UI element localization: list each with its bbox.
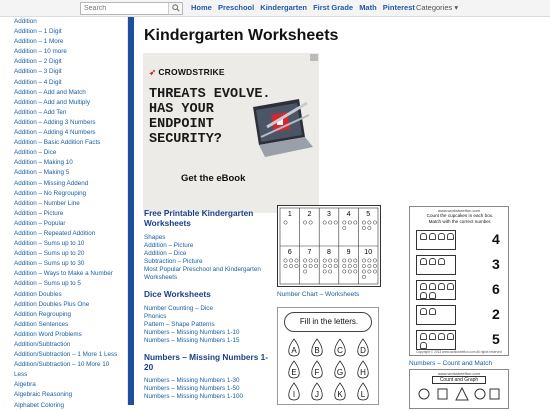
sidebar-category-list [0, 17, 127, 411]
counting-shape [368, 264, 371, 267]
sidebar-item[interactable]: Addition – 2 Digit [14, 58, 62, 66]
counting-shape [348, 264, 351, 267]
counting-shape [309, 264, 312, 267]
count-graph-title: Count and Graph [432, 376, 486, 384]
number-chart-digit: 3 [327, 211, 331, 218]
counting-shape [295, 264, 298, 267]
number-chart-digit: 1 [287, 211, 292, 218]
ad-choices-icon[interactable] [310, 54, 318, 61]
sidebar-item[interactable]: Addition – Dice [14, 149, 57, 157]
match-number: 6 [492, 281, 500, 297]
search-button[interactable] [168, 3, 182, 14]
number-chart-grid [280, 208, 378, 284]
ad-cta-button[interactable]: Get the eBook [181, 173, 246, 184]
sidebar-item[interactable]: Addition – No Regrouping [14, 189, 87, 197]
counting-shape [373, 259, 376, 262]
number-chart-digit: 9 [346, 249, 351, 256]
nav-pinterest[interactable]: Pinterest [382, 3, 415, 12]
counting-shape [354, 221, 357, 224]
counting-shape [309, 221, 312, 224]
counting-shape [323, 264, 326, 267]
link-phonics[interactable]: Phonics [144, 313, 167, 320]
sidebar-item[interactable]: Addition – Add Ten [14, 108, 67, 116]
cupcake-icon [429, 258, 436, 265]
cupcake-icon [447, 333, 454, 340]
counting-shape [354, 259, 357, 262]
section-missing-numbers [144, 352, 276, 401]
counting-shape [323, 259, 326, 262]
sidebar-item[interactable]: Addition – 4 Digit [14, 78, 62, 86]
counting-shape [368, 226, 371, 229]
counting-shape [323, 221, 326, 224]
cupcake-icon [420, 283, 427, 290]
sidebar-item[interactable]: Addition – 1 Digit [14, 28, 62, 36]
count-match-row [414, 279, 508, 301]
section-dice [144, 289, 276, 345]
counting-shape [295, 259, 298, 262]
sidebar-item[interactable]: Addition – Basic Addition Facts [14, 139, 101, 147]
letter-drops-svg [284, 338, 374, 404]
search-input[interactable] [81, 3, 168, 14]
number-chart-digit: 2 [307, 211, 312, 218]
cupcake-box [416, 280, 456, 300]
main-content [134, 17, 550, 405]
sidebar-item[interactable]: Addition – 3 Digit [14, 68, 62, 76]
fill-letters-title: Fill in the letters. [299, 317, 359, 326]
sidebar-item[interactable]: Addition – Making 5 [14, 169, 70, 177]
letter-drops [284, 338, 374, 404]
counting-shape [303, 270, 306, 273]
sidebar-item[interactable]: Addition – Sums up to 10 [14, 240, 85, 248]
advertisement[interactable] [143, 53, 319, 213]
link-missing-1-15[interactable]: Numbers – Missing Numbers 1-15 [144, 337, 240, 344]
count-match-caption[interactable]: Numbers – Count and Match [409, 360, 493, 367]
count-graph-thumbnail[interactable] [409, 369, 509, 409]
counting-shape [368, 270, 371, 273]
link-number-counting-dice[interactable]: Number Counting – Dice [144, 305, 213, 312]
counting-shape [343, 270, 346, 273]
sidebar-item[interactable]: Addition – Missing Addend [14, 179, 89, 187]
cupcake-icon [438, 333, 445, 340]
drop-letter: H [360, 368, 366, 377]
sidebar-item[interactable]: Addition – Adding 3 Numbers [14, 118, 96, 126]
counting-shape [368, 259, 371, 262]
search-box [80, 2, 183, 15]
counting-shape [303, 264, 306, 267]
counting-shape [362, 226, 365, 229]
counting-shape [329, 264, 332, 267]
cupcake-box [416, 305, 456, 325]
cupcake-icon [429, 233, 436, 240]
nav-preschool[interactable]: Preschool [217, 3, 255, 12]
cupcake-icon [420, 333, 427, 340]
sidebar-item[interactable]: Addition – Repeated Addition [14, 229, 96, 237]
count-match-instructions: Count the cupcakes in each box. Match with the correct number. [426, 213, 494, 224]
counting-shape [348, 221, 351, 224]
counting-shape [289, 259, 292, 262]
counting-shape [329, 221, 332, 224]
counting-shape [314, 264, 317, 267]
link-missing-1-100[interactable]: Numbers – Missing Numbers 1-100 [144, 393, 244, 400]
sidebar-item[interactable]: Addition – Add and Multiply [14, 98, 90, 106]
counting-shape [323, 270, 326, 273]
link-most-popular[interactable]: Most Popular Preschool and Kindergarten Worksheets [144, 266, 261, 281]
counting-shape [284, 221, 287, 224]
counting-shape [362, 275, 365, 278]
count-match-row [414, 329, 508, 351]
link-missing-1-30[interactable]: Numbers – Missing Numbers 1-30 [144, 377, 240, 384]
link-subtraction-picture[interactable]: Subtraction – Picture [144, 258, 203, 265]
cupcake-icon [438, 283, 445, 290]
ad-brand-logo [149, 67, 225, 78]
counting-shape [362, 264, 365, 267]
page-title: Kindergarten Worksheets [144, 27, 339, 44]
link-shapes[interactable]: Shapes [144, 234, 166, 241]
sidebar-item[interactable]: Algebraic Reasoning [14, 391, 73, 399]
sidebar-item[interactable]: Addition – Sums up to 30 [14, 260, 85, 268]
counting-shape [334, 264, 337, 267]
counting-shape [284, 259, 287, 262]
sidebar-item[interactable]: Addition Sentences [14, 320, 69, 328]
counting-shape [343, 226, 346, 229]
count-match-site: www.worksheetfun.com [437, 208, 480, 213]
cupcake-box [416, 330, 456, 350]
counting-shape [314, 259, 317, 262]
counting-shape [362, 259, 365, 262]
nav-home[interactable]: Home [191, 3, 212, 12]
number-chart-digit: 4 [346, 211, 351, 218]
counting-shape [309, 259, 312, 262]
cupcake-icon [429, 333, 436, 340]
counting-shape [334, 259, 337, 262]
cupcake-icon [429, 292, 436, 299]
cupcake-icon [438, 258, 445, 265]
counting-shape [368, 221, 371, 224]
ad-headline: THREATS EVOLVE. HAS YOUR ENDPOINT SECURITY? [149, 87, 271, 147]
section-heading[interactable]: Numbers – Missing Numbers 1-20 [144, 352, 269, 372]
drop-letter: B [314, 346, 320, 355]
number-chart-digit: 6 [287, 249, 292, 256]
section-free-printable [144, 208, 276, 282]
drop-letter: I [292, 390, 296, 399]
counting-shape [373, 270, 376, 273]
cupcake-icon [429, 283, 436, 290]
sidebar [0, 17, 128, 409]
number-chart-digit: 7 [307, 249, 312, 256]
section-heading[interactable]: Free Printable Kindergarten Worksheets [144, 208, 254, 228]
sidebar-item[interactable]: Addition – Sums up to 5 [14, 280, 81, 288]
count-match-rows [414, 229, 508, 351]
link-missing-1-10[interactable]: Numbers – Missing Numbers 1-10 [144, 329, 240, 336]
number-chart-digit: 10 [364, 249, 373, 256]
drop-letter: L [360, 390, 366, 399]
sidebar-item[interactable]: Addition – Ways to Make a Number [14, 270, 113, 278]
counting-shape [289, 264, 292, 267]
sidebar-item[interactable]: Addition Doubles [14, 290, 62, 298]
sidebar-item[interactable]: Addition Word Problems [14, 330, 82, 338]
counting-shape [284, 264, 287, 267]
cupcake-icon [438, 233, 445, 240]
drop-letter: E [291, 368, 297, 377]
sidebar-item[interactable]: Addition – Sums up to 20 [14, 250, 85, 258]
cupcake-icon [447, 283, 454, 290]
cupcake-box [416, 255, 456, 275]
number-chart-digit: 5 [366, 211, 371, 218]
counting-shape [373, 264, 376, 267]
sidebar-item[interactable]: Addition – Number Line [14, 199, 80, 207]
drop-letter: C [337, 346, 343, 355]
count-match-footer: Copyright © 2013 www.worksheetfun.com All rights reserved [416, 350, 502, 354]
counting-shape [329, 259, 332, 262]
sidebar-item[interactable]: Addition – Picture [14, 209, 64, 217]
count-graph-site: www.worksheetfun.com [437, 371, 480, 376]
count-match-row [414, 229, 508, 251]
count-match-row [414, 304, 508, 326]
laptop-icon [247, 97, 315, 167]
drop-letter: K [337, 390, 343, 399]
cupcake-icon [420, 258, 427, 265]
sidebar-item[interactable]: Addition Doubles Plus One [14, 300, 90, 308]
counting-shape [303, 259, 306, 262]
number-chart-svg [280, 208, 378, 284]
sidebar-item[interactable]: Addition [14, 18, 37, 25]
cupcake-icon [429, 308, 436, 315]
link-addition-picture[interactable]: Addition – Picture [144, 242, 194, 249]
drop-letter: G [336, 368, 344, 377]
cupcake-icon [447, 233, 454, 240]
sidebar-item[interactable]: Addition/Subtraction – 1 More 1 Less [14, 351, 118, 359]
sidebar-item[interactable]: Addition/Subtraction – 10 More 10 [14, 361, 110, 369]
link-addition-dice[interactable]: Addition – Dice [144, 250, 187, 257]
sidebar-item[interactable]: Addition – 1 More [14, 38, 64, 46]
categories-dropdown[interactable]: Categories ▾ [416, 3, 459, 12]
sidebar-item[interactable]: Addition – Making 10 [14, 159, 73, 167]
counting-shape [373, 221, 376, 224]
drop-letter: F [314, 368, 320, 377]
ad-brand-text: CROWDSTRIKE [158, 67, 225, 77]
counting-shape [334, 221, 337, 224]
fill-letters-thumbnail[interactable] [277, 307, 379, 405]
sidebar-item[interactable]: Addition/Subtraction [14, 341, 71, 348]
number-chart-caption[interactable]: Number Chart – Worksheets [277, 291, 360, 298]
counting-shape [343, 259, 346, 262]
counting-shape [329, 270, 332, 273]
sidebar-item[interactable]: Addition – Popular [14, 219, 66, 227]
match-number: 3 [492, 256, 500, 272]
counting-shape [354, 264, 357, 267]
link-sections [144, 208, 276, 408]
counting-shape [348, 270, 351, 273]
counting-shape [354, 270, 357, 273]
count-match-thumbnail[interactable] [409, 206, 509, 356]
count-graph-pictures [410, 386, 508, 408]
cupcake-icon [420, 233, 427, 240]
cupcake-icon [420, 342, 427, 349]
link-shape-patterns[interactable]: Pattern – Shape Patterns [144, 321, 215, 328]
sidebar-item[interactable]: Addition – Add and Match [14, 88, 86, 96]
sidebar-item[interactable]: Addition – Adding 4 Numbers [14, 129, 96, 137]
sidebar-item[interactable]: Addition Regrouping [14, 310, 72, 318]
link-missing-1-50[interactable]: Numbers – Missing Numbers 1-50 [144, 385, 240, 392]
falcon-icon: ➶ [149, 67, 157, 77]
search-icon [172, 4, 180, 12]
cupcake-icon [420, 308, 427, 315]
count-match-row [414, 254, 508, 276]
fill-letters-title-bubble [284, 312, 372, 332]
match-number: 4 [492, 231, 500, 247]
counting-shape [348, 259, 351, 262]
cupcake-icon [420, 292, 427, 299]
nav-kindergarten[interactable]: Kindergarten [260, 3, 307, 12]
nav-first-grade[interactable]: First Grade [313, 3, 354, 12]
counting-shape [343, 221, 346, 224]
counting-shape [362, 270, 365, 273]
number-chart-thumbnail[interactable] [277, 205, 381, 287]
sidebar-item[interactable]: Algebra [14, 381, 36, 389]
match-number: 5 [492, 331, 500, 347]
sidebar-item[interactable]: Alphabet Coloring [14, 401, 65, 409]
main-nav [191, 3, 419, 12]
cupcake-box [416, 230, 456, 250]
section-heading[interactable]: Dice Worksheets [144, 289, 211, 299]
top-bar [0, 0, 550, 17]
sidebar-item[interactable]: Less [14, 371, 28, 379]
nav-math[interactable]: Math [359, 3, 377, 12]
counting-shape [343, 264, 346, 267]
drop-letter: D [360, 346, 366, 355]
drop-letter: A [291, 346, 297, 355]
counting-shape [362, 221, 365, 224]
sidebar-item[interactable]: Addition – 10 more [14, 48, 67, 56]
counting-shape [303, 221, 306, 224]
match-number: 2 [492, 306, 500, 322]
number-chart-digit: 8 [327, 249, 331, 256]
drop-letter: J [315, 390, 319, 399]
